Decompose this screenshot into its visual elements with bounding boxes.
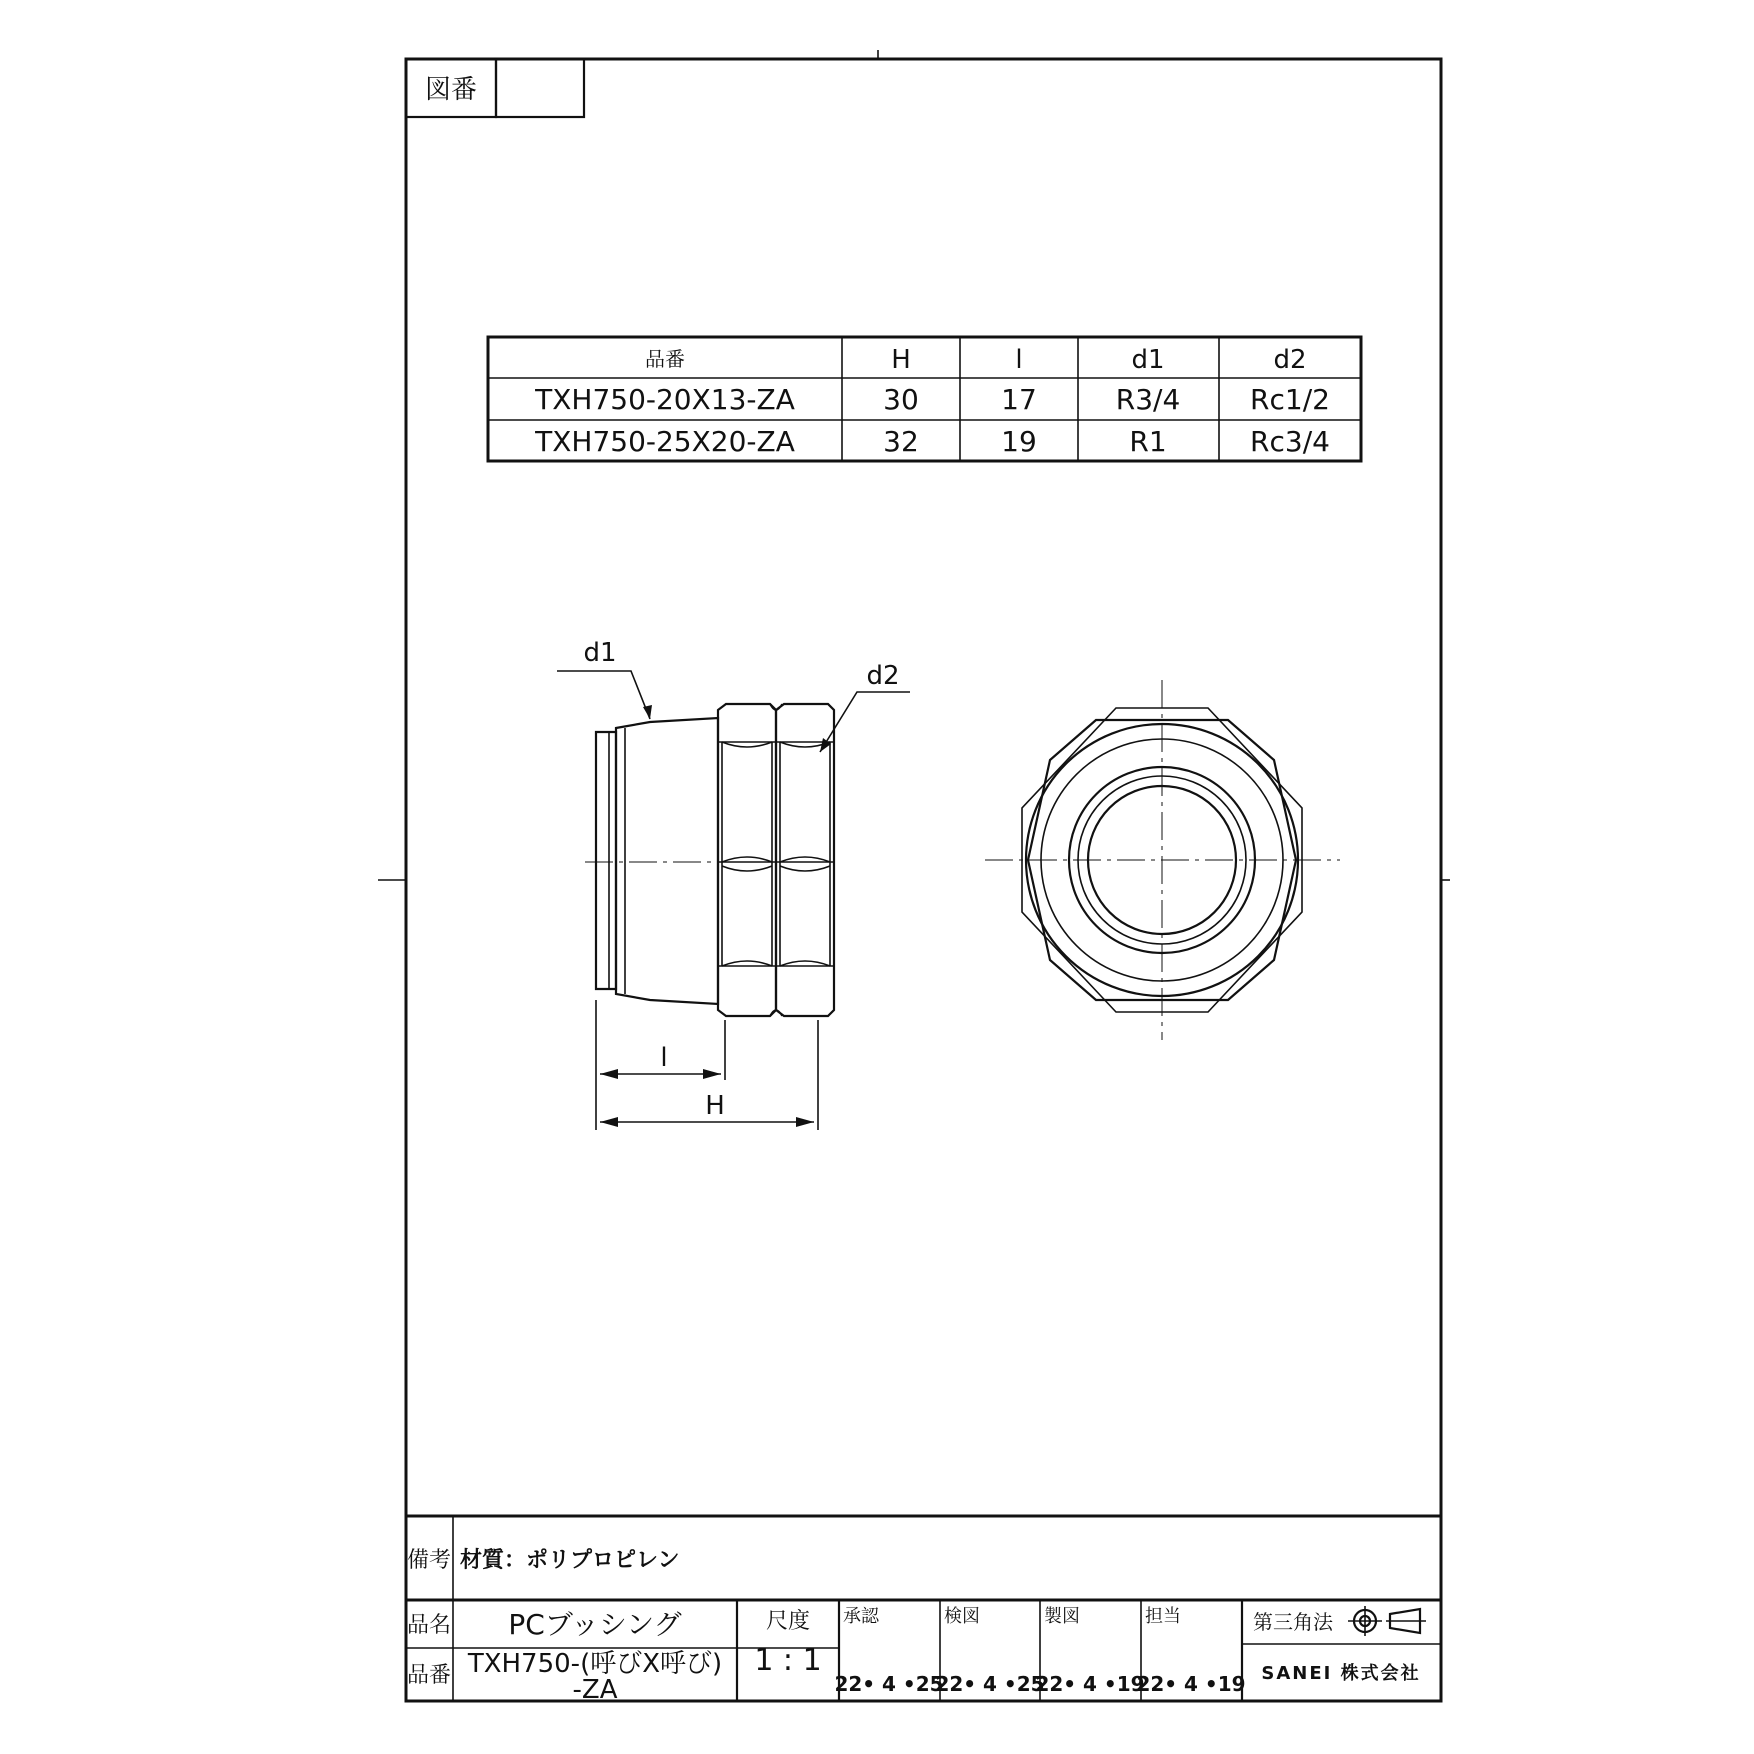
l-label: l	[660, 1043, 668, 1073]
table-cell: TXH750-20X13-ZA	[535, 383, 795, 416]
company-name: SANEI 株式会社	[1261, 1663, 1421, 1684]
end-view	[985, 680, 1340, 1040]
table-cell: Rc3/4	[1250, 425, 1330, 458]
approval-date: 22• 4 •19	[1136, 1672, 1246, 1696]
projection-label: 第三角法	[1253, 1610, 1333, 1634]
side-view	[557, 638, 910, 1130]
approval-date: 22• 4 •25	[834, 1672, 944, 1696]
table-header-l: l	[1015, 345, 1023, 375]
table-cell: 19	[1001, 425, 1037, 458]
H-label: H	[705, 1091, 725, 1121]
scale-label: 尺度	[765, 1609, 811, 1634]
table-cell: R1	[1129, 425, 1167, 458]
drawing-number-label: 図番	[424, 75, 478, 105]
d2-label: d2	[866, 661, 900, 691]
drawing-number-box	[406, 59, 584, 117]
approval-date: 22• 4 •19	[1035, 1672, 1145, 1696]
approval-label: 担当	[1145, 1606, 1181, 1627]
part-value-line1: TXH750-(呼びX呼び)	[467, 1649, 723, 1679]
table-cell: Rc1/2	[1250, 383, 1330, 416]
table-cell: 32	[883, 425, 919, 458]
table-header-H: H	[891, 345, 911, 375]
approval-label: 検図	[944, 1606, 980, 1627]
part-value-line2: -ZA	[572, 1675, 618, 1705]
approval-label: 承認	[843, 1606, 879, 1627]
table-header-part-no: 品番	[645, 347, 685, 371]
table-header-d2: d2	[1273, 345, 1307, 375]
spec-table	[488, 337, 1361, 461]
remarks-text: 材質：ポリプロピレン	[460, 1548, 680, 1573]
title-block	[406, 1516, 1441, 1705]
third-angle-projection-icon	[1348, 1606, 1426, 1636]
remarks-label: 備考	[406, 1548, 452, 1573]
part-label: 品番	[406, 1663, 452, 1688]
table-cell: TXH750-25X20-ZA	[535, 425, 795, 458]
table-cell: 17	[1001, 383, 1037, 416]
name-value: PCブッシング	[508, 1608, 682, 1641]
table-cell: R3/4	[1115, 383, 1181, 416]
table-header-d1: d1	[1131, 345, 1165, 375]
sheet-border	[406, 59, 1441, 1701]
d1-leader	[557, 671, 650, 719]
approval-date: 22• 4 •25	[935, 1672, 1045, 1696]
approval-label: 製図	[1044, 1606, 1080, 1627]
scale-value: 1 : 1	[754, 1643, 822, 1678]
table-cell: 30	[883, 383, 919, 416]
name-label: 品名	[406, 1613, 452, 1638]
d1-label: d1	[583, 638, 617, 668]
